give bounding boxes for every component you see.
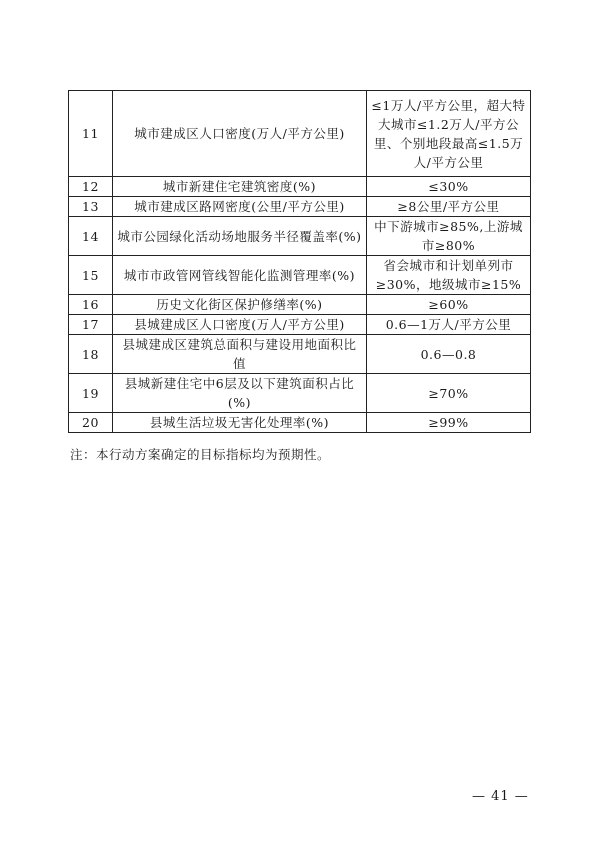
indicator-target: ≥60%: [367, 295, 531, 315]
row-number: 12: [69, 177, 113, 197]
indicator-table: [68, 90, 531, 433]
indicator-target: 0.6—1万人/平方公里: [367, 315, 531, 335]
row-number: 19: [69, 374, 113, 413]
indicator-target: 0.6—0.8: [367, 335, 531, 374]
table-note: 注：本行动方案确定的目标指标均为预期性。: [70, 447, 331, 462]
table-row: [69, 335, 531, 374]
row-number: 13: [69, 197, 113, 217]
indicator-target: ≥99%: [367, 413, 531, 433]
indicator-target: ≤1万人/平方公里，超大特大城市≤1.2万人/平方公里、个别地段最高≤1.5万人/平方公里: [367, 91, 531, 177]
table-row: [69, 197, 531, 217]
indicator-name: 城市建成区人口密度(万人/平方公里): [113, 91, 367, 177]
row-number: 14: [69, 217, 113, 256]
table-row: [69, 413, 531, 433]
indicator-name: 城市市政管网管线智能化监测管理率(%): [113, 256, 367, 295]
page-number: — 41 —: [472, 789, 529, 804]
table-row: [69, 315, 531, 335]
indicator-name: 县城建成区人口密度(万人/平方公里): [113, 315, 367, 335]
indicator-name: 城市建成区路网密度(公里/平方公里): [113, 197, 367, 217]
table-row: [69, 91, 531, 177]
row-number: 15: [69, 256, 113, 295]
indicator-name: 县城生活垃圾无害化处理率(%): [113, 413, 367, 433]
table-row: [69, 177, 531, 197]
table-row: [69, 217, 531, 256]
indicator-target: 中下游城市≥85%,上游城市≥80%: [367, 217, 531, 256]
row-number: 20: [69, 413, 113, 433]
table-row: [69, 256, 531, 295]
indicator-name: 城市公园绿化活动场地服务半径覆盖率(%): [113, 217, 367, 256]
indicator-target: ≥70%: [367, 374, 531, 413]
indicator-name: 县城建成区建筑总面积与建设用地面积比值: [113, 335, 367, 374]
table-row: [69, 374, 531, 413]
indicator-target: ≥8公里/平方公里: [367, 197, 531, 217]
row-number: 17: [69, 315, 113, 335]
table-row: [69, 295, 531, 315]
indicator-name: 城市新建住宅建筑密度(%): [113, 177, 367, 197]
row-number: 16: [69, 295, 113, 315]
row-number: 11: [69, 91, 113, 177]
indicator-name: 县城新建住宅中6层及以下建筑面积占比(%): [113, 374, 367, 413]
indicator-target: 省会城市和计划单列市≥30%，地级城市≥15%: [367, 256, 531, 295]
indicator-target: ≤30%: [367, 177, 531, 197]
indicator-name: 历史文化街区保护修缮率(%): [113, 295, 367, 315]
row-number: 18: [69, 335, 113, 374]
